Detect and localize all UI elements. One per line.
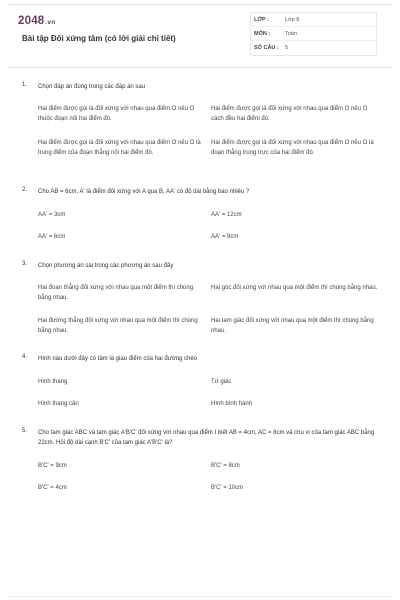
- question-number: 2.: [22, 187, 28, 193]
- question-text: Cho tam giác ABC và tam giác A'B'C' đối xứng với nhau qua điểm I biết AB = 4cm, AC = 8cm và chu vi của tam giác ABC bằng 22cm. Hỏi độ dài cạnh B'C' của tam giác A'B'C' là?: [38, 430, 375, 446]
- question-number: 1.: [22, 82, 28, 88]
- header-divider: [7, 67, 393, 68]
- answer-option-b[interactable]: AA' = 12cm: [211, 212, 242, 218]
- question-number: 3.: [22, 261, 28, 267]
- answer-option-d[interactable]: Hai điểm được gọi là đối xứng với nhau qua điểm O nếu O là đoạn thẳng trung trực của hai điểm đó.: [211, 140, 374, 156]
- logo-text: 2048: [18, 15, 45, 27]
- answer-option-c[interactable]: AA' = 6cm: [38, 234, 66, 240]
- answer-option-d[interactable]: Hai tam giác đối xứng với nhau qua một điểm thì chúng bằng nhau.: [211, 318, 374, 334]
- count-label: SỐ CÂU :: [254, 45, 279, 51]
- answer-option-a[interactable]: Hình thang: [38, 379, 68, 385]
- class-label: LỚP :: [254, 17, 269, 23]
- answer-option-c[interactable]: B'C' = 4cm: [38, 485, 67, 491]
- top-divider: [7, 4, 393, 5]
- bottom-divider: [7, 596, 393, 597]
- site-logo[interactable]: [18, 15, 55, 27]
- question-number: 5.: [22, 428, 28, 434]
- question-text: Chọn đáp án đúng trong các đáp án sau: [38, 84, 146, 90]
- answer-option-d[interactable]: B'C' = 10cm: [211, 485, 244, 491]
- question-text: Cho AB = 6cm, A' là điểm đối xứng với A qua B, AA' có độ dài bằng bao nhiêu ?: [38, 189, 250, 195]
- answer-option-c[interactable]: Hai đường thẳng đối xứng với nhau qua một điểm thì chúng bằng nhau.: [38, 318, 198, 334]
- answer-option-a[interactable]: Hai đoạn thẳng đối xứng với nhau qua một điểm thì chúng bằng nhau.: [38, 285, 194, 301]
- question-text: Chọn phương án sai trong các phương án sau đây: [38, 263, 174, 269]
- meta-row-count: [251, 41, 376, 55]
- subject-label: MÔN :: [254, 31, 271, 37]
- question-number: 4.: [22, 354, 28, 360]
- answer-option-a[interactable]: B'C' = 9cm: [38, 463, 67, 469]
- meta-info-box: [250, 12, 377, 56]
- answer-option-d[interactable]: Hình bình hành: [211, 401, 253, 407]
- answer-option-c[interactable]: Hình thang cân: [38, 401, 79, 407]
- answer-option-b[interactable]: Tứ giác: [211, 379, 232, 385]
- document-title: Bài tập Đối xứng tâm (có lời giải chi tiết): [22, 34, 176, 43]
- class-value: Lớp 8: [285, 17, 300, 23]
- meta-row-class: [251, 13, 376, 27]
- answer-option-b[interactable]: Hai điểm được gọi là đối xứng với nhau qua điểm O nếu O cách đều hai điểm đó.: [211, 106, 368, 122]
- answer-option-a[interactable]: AA' = 3cm: [38, 212, 66, 218]
- meta-row-subject: [251, 27, 376, 41]
- answer-option-b[interactable]: Hai góc đối xứng với nhau qua một điểm thì chúng bằng nhau.: [211, 285, 378, 291]
- subject-value: Toán: [285, 31, 297, 37]
- question-text: Hình nào dưới đây có tâm là giao điểm của hai đường chéo: [38, 356, 197, 362]
- answer-option-c[interactable]: Hai điểm được gọi là đối xứng với nhau qua điểm O nếu O là trung điểm của đoạn thẳng nối hai điểm đó.: [38, 140, 201, 156]
- answer-option-a[interactable]: Hai điểm được gọi là đối xứng với nhau qua điểm O nếu O thuộc đoạn nối hai điểm đó.: [38, 106, 195, 122]
- answer-option-b[interactable]: B'C' = 8cm: [211, 463, 240, 469]
- count-value: 5: [285, 45, 289, 51]
- answer-option-d[interactable]: AA' = 9cm: [211, 234, 239, 240]
- logo-suffix: .vn: [45, 19, 56, 26]
